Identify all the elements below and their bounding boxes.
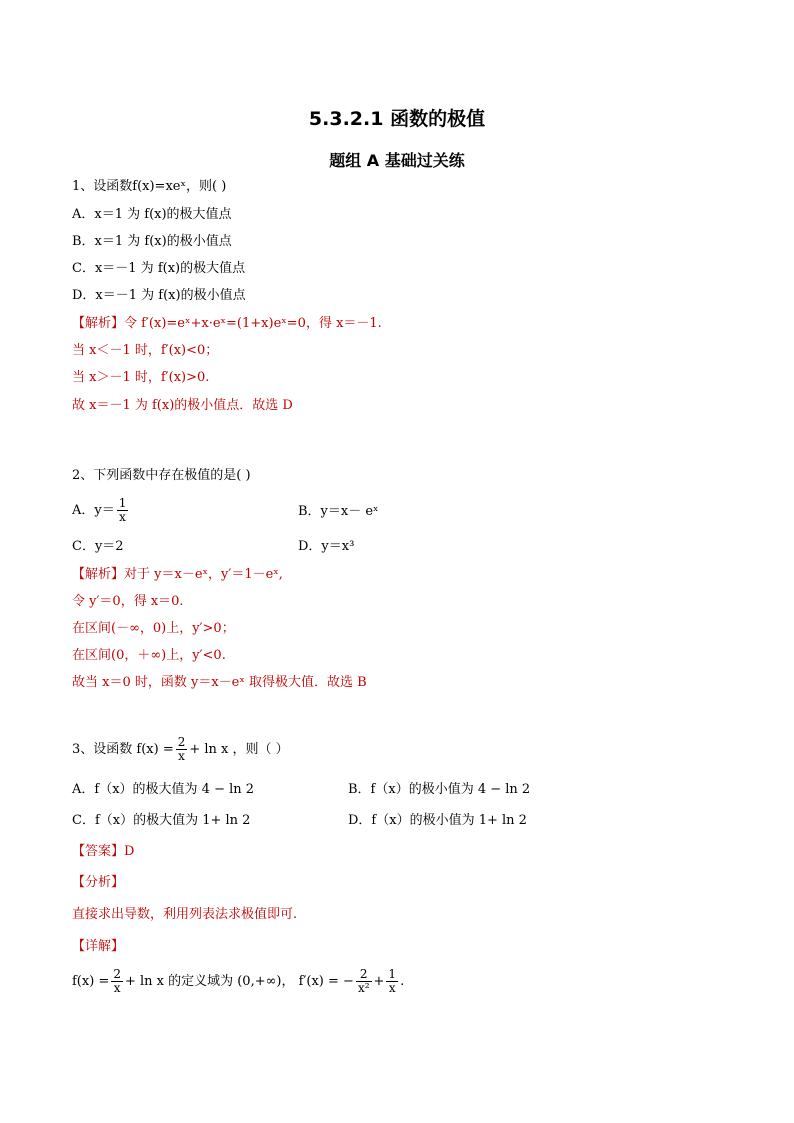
- fraction-numerator: 2: [356, 968, 372, 982]
- q1-solution-line-1: [72, 315, 382, 333]
- q3-detail-plus: +: [373, 974, 385, 989]
- fraction-denominator: x: [388, 981, 396, 995]
- q2-solution-label: 【解析】: [72, 567, 125, 582]
- fraction-numerator: 2: [113, 967, 121, 981]
- q2-solution-line-5: 故当 x＝0 时，函数 y＝x－eˣ 取得极大值．故选 B: [72, 675, 367, 690]
- q1-option-a: A．x＝1 为 f(x)的极大值点: [72, 207, 232, 222]
- q3-detail-fraction-1: [111, 968, 123, 995]
- q3-detail-label: 【详解】: [72, 939, 125, 954]
- fraction-denominator: x: [113, 981, 121, 995]
- q3-analysis-text: 直接求出导数，利用列表法求极值即可.: [72, 907, 298, 922]
- q1-solution-text-1: 令 f′(x)=eˣ+x·eˣ=(1+x)eˣ=0，得 x＝－1.: [124, 316, 382, 331]
- q1-solution-label: 【解析】: [72, 316, 125, 331]
- q2-solution-text-1: 对于 y＝x－eˣ，y′＝1－eˣ,: [124, 567, 283, 582]
- page-title: 5.3.2.1 函数的极值: [308, 108, 486, 130]
- q1-stem: 1、设函数f(x)=xeˣ，则( ): [72, 179, 227, 194]
- q2-option-a: [72, 497, 130, 524]
- q1-solution-line-4: 故 x＝－1 为 f(x)的极小值点．故选 D: [72, 398, 293, 413]
- q3-option-c: C．f（x）的极大值为 1+ ln 2: [72, 813, 251, 828]
- q3-detail-end: .: [400, 974, 405, 989]
- q1-option-d: D．x＝－1 为 f(x)的极小值点: [72, 288, 246, 303]
- q3-detail-formula: [72, 968, 404, 995]
- q3-option-b: B．f（x）的极小值为 4 − ln 2: [348, 782, 531, 797]
- q3-option-a: A．f（x）的极大值为 4 − ln 2: [72, 782, 255, 797]
- q3-detail-middle: + ln x 的定义域为 (0,+∞)， f′(x) = −: [124, 974, 354, 989]
- q2-option-d: D．y＝x³: [298, 539, 355, 554]
- q3-stem: [72, 736, 289, 763]
- q3-detail-fraction-2: [356, 968, 372, 995]
- q2-option-c: C．y＝2: [72, 539, 124, 554]
- fraction-denominator: x: [119, 510, 126, 524]
- fraction-denominator: x²: [357, 981, 370, 995]
- q3-detail-fraction-3: [386, 968, 398, 995]
- q2-solution-line-2: 令 y′＝0，得 x＝0.: [72, 594, 184, 609]
- q3-stem-fraction: [176, 736, 188, 763]
- q1-solution-line-3: 当 x＞－1 时，f′(x)>0.: [72, 370, 210, 385]
- q3-analysis-label: 【分析】: [72, 875, 125, 890]
- fraction-numerator: 1: [118, 496, 127, 510]
- q1-solution-line-2: 当 x＜－1 时，f′(x)<0；: [72, 343, 219, 358]
- q3-stem-suffix: + ln x ，则（ ）: [189, 742, 289, 757]
- fraction-numerator: 2: [177, 735, 186, 749]
- q2-option-a-prefix: A．y＝: [72, 503, 115, 518]
- q3-detail-prefix: f(x) =: [72, 974, 110, 989]
- page-subtitle: 题组 A 基础过关练: [329, 151, 465, 170]
- q3-answer: 【答案】D: [72, 844, 135, 859]
- fraction-denominator: x: [178, 749, 185, 763]
- q2-stem: 2、下列函数中存在极值的是( ): [72, 468, 251, 483]
- q2-solution-line-3: 在区间(－∞，0)上，y′>0；: [72, 621, 235, 636]
- q3-option-d: D．f（x）的极小值为 1+ ln 2: [348, 813, 527, 828]
- q1-option-b: B．x＝1 为 f(x)的极小值点: [72, 234, 232, 249]
- q2-option-a-fraction: [117, 497, 129, 524]
- q3-stem-prefix: 3、设函数 f(x) =: [72, 742, 174, 757]
- q2-option-b: B．y＝x－ eˣ: [298, 504, 379, 519]
- q1-option-c: C．x＝－1 为 f(x)的极大值点: [72, 261, 246, 276]
- q2-solution-line-1: [72, 566, 283, 584]
- q2-solution-line-4: 在区间(0，＋∞)上，y′<0.: [72, 648, 226, 663]
- fraction-numerator: 1: [388, 967, 397, 981]
